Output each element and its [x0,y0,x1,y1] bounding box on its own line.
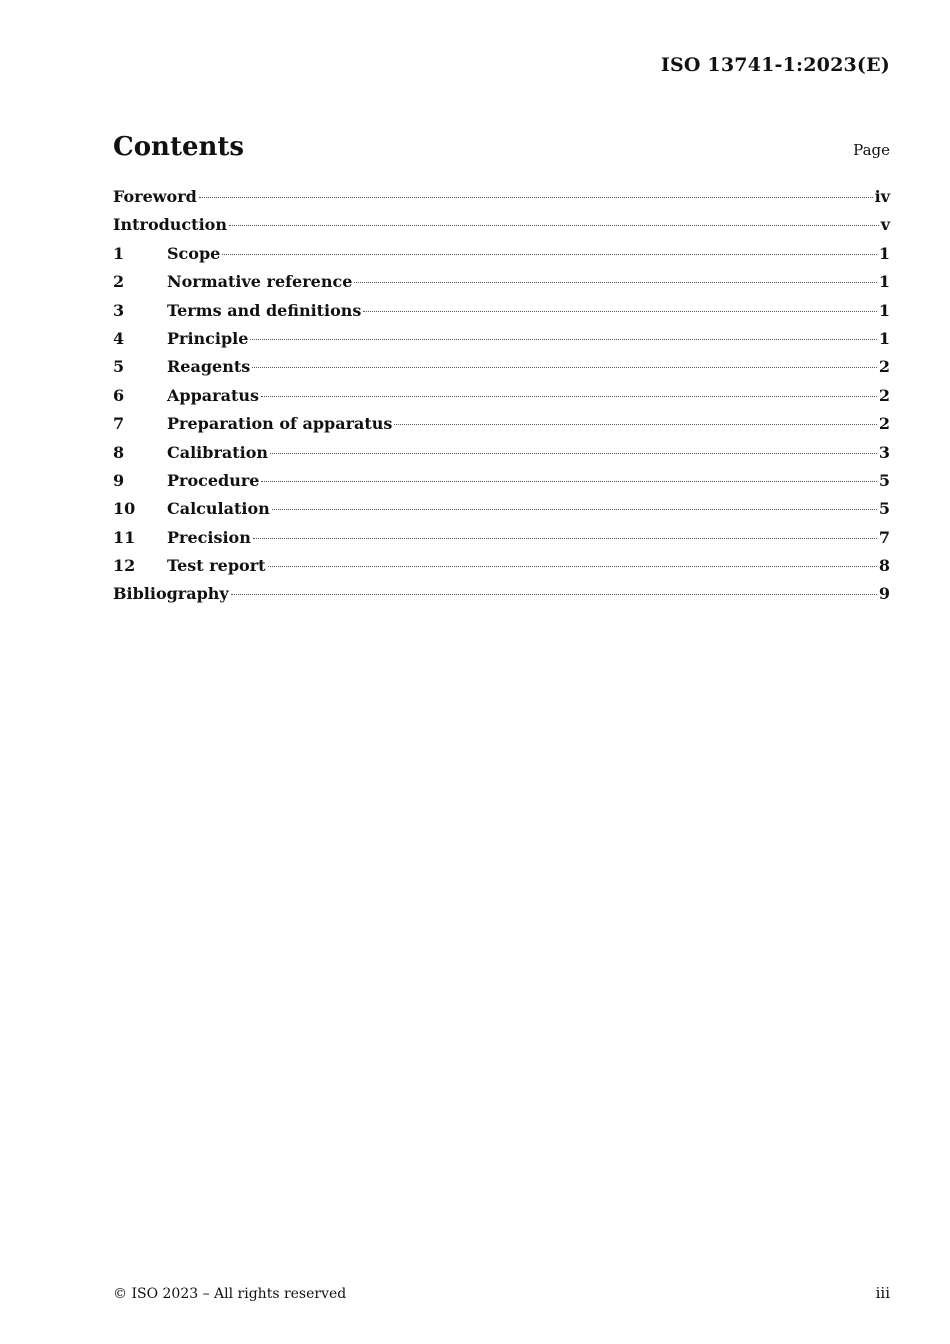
toc-entry-page: v [880,215,890,235]
toc-leader-dots [363,311,876,312]
page-column-label: Page [853,141,890,159]
toc-entry-precision[interactable] [113,524,890,552]
toc-entry-preparation-of-apparatus[interactable] [113,410,890,438]
toc-leader-dots [199,197,873,198]
toc-entry-page: 8 [878,556,890,576]
toc-entry-test-report[interactable] [113,552,890,580]
toc-leader-dots [250,339,876,340]
toc-entry-number: 3 [113,300,125,320]
footer-page-number: iii [875,1284,890,1302]
toc-entry-number: 5 [113,357,125,377]
toc-entry-normative-reference[interactable] [113,268,890,296]
toc-entry-page: 1 [878,243,890,263]
toc-entry-page: 5 [878,470,890,490]
toc-entry-number: 7 [113,414,125,434]
toc-leader-dots [268,566,877,567]
toc-entry-calibration[interactable] [113,439,890,467]
toc-leader-dots [231,594,877,595]
toc-entry-page: 2 [878,357,890,377]
toc-leader-dots [252,367,877,368]
toc-entry-title: Foreword [113,187,197,206]
toc-entry-number: 4 [113,328,125,348]
toc-entry-title: Apparatus [167,385,259,405]
toc-entry-title: Principle [167,328,249,348]
toc-entry-title: Procedure [167,470,260,490]
toc-leader-dots [253,538,877,539]
toc-entry-number: 1 [113,243,125,263]
toc-entry-apparatus[interactable] [113,382,890,410]
toc-leader-dots [229,225,879,226]
toc-entry-page: 1 [878,272,890,292]
toc-entry-title: Normative reference [167,272,353,292]
toc-entry-title: Scope [167,243,221,263]
toc-entry-principle[interactable] [113,325,890,353]
toc-leader-dots [270,453,877,454]
toc-entry-number: 6 [113,385,125,405]
toc-leader-dots [261,396,877,397]
toc-entry-bibliography[interactable] [113,580,890,608]
toc-entry-page: 2 [878,414,890,434]
toc-entry-page: 5 [878,499,890,519]
toc-entry-number: 2 [113,272,125,292]
toc-leader-dots [272,509,877,510]
toc-entry-title: Preparation of apparatus [167,414,393,434]
toc-entry-page: 1 [878,328,890,348]
toc-entry-page: 9 [878,584,890,604]
toc-leader-dots [261,481,876,482]
contents-heading: Contents [113,132,245,162]
toc-entry-foreword[interactable] [113,183,890,211]
toc-entry-title: Bibliography [113,584,229,604]
toc-leader-dots [354,282,876,283]
toc-entry-procedure[interactable] [113,467,890,495]
toc-entry-page: 7 [878,527,890,547]
toc-entry-introduction[interactable] [113,211,890,239]
footer-copyright: © ISO 2023 – All rights reserved [113,1286,347,1302]
toc-entry-page: 2 [878,385,890,405]
toc-entry-title: Reagents [167,357,251,377]
toc-entry-title: Calculation [167,499,270,519]
toc-entry-number: 10 [113,499,136,519]
toc-entry-title: Terms and definitions [167,300,362,320]
toc-entry-number: 12 [113,556,136,576]
toc-entry-calculation[interactable] [113,495,890,523]
toc-leader-dots [394,424,876,425]
toc-entry-title: Calibration [167,442,269,462]
toc-entry-page: 3 [878,442,890,462]
toc-entry-number: 11 [113,527,136,547]
toc-leader-dots [222,254,877,255]
document-id: ISO 13741-1:2023(E) [660,54,890,76]
toc-entry-title: Precision [167,527,251,547]
toc-entry-terms-and-definitions[interactable] [113,297,890,325]
toc-entry-number: 8 [113,442,125,462]
table-of-contents [113,183,890,609]
toc-entry-scope[interactable] [113,240,890,268]
toc-entry-page: iv [874,187,890,206]
toc-entry-page: 1 [878,300,890,320]
toc-entry-reagents[interactable] [113,353,890,381]
toc-entry-title: Test report [167,556,266,576]
toc-entry-number: 9 [113,470,125,490]
toc-entry-title: Introduction [113,215,227,235]
